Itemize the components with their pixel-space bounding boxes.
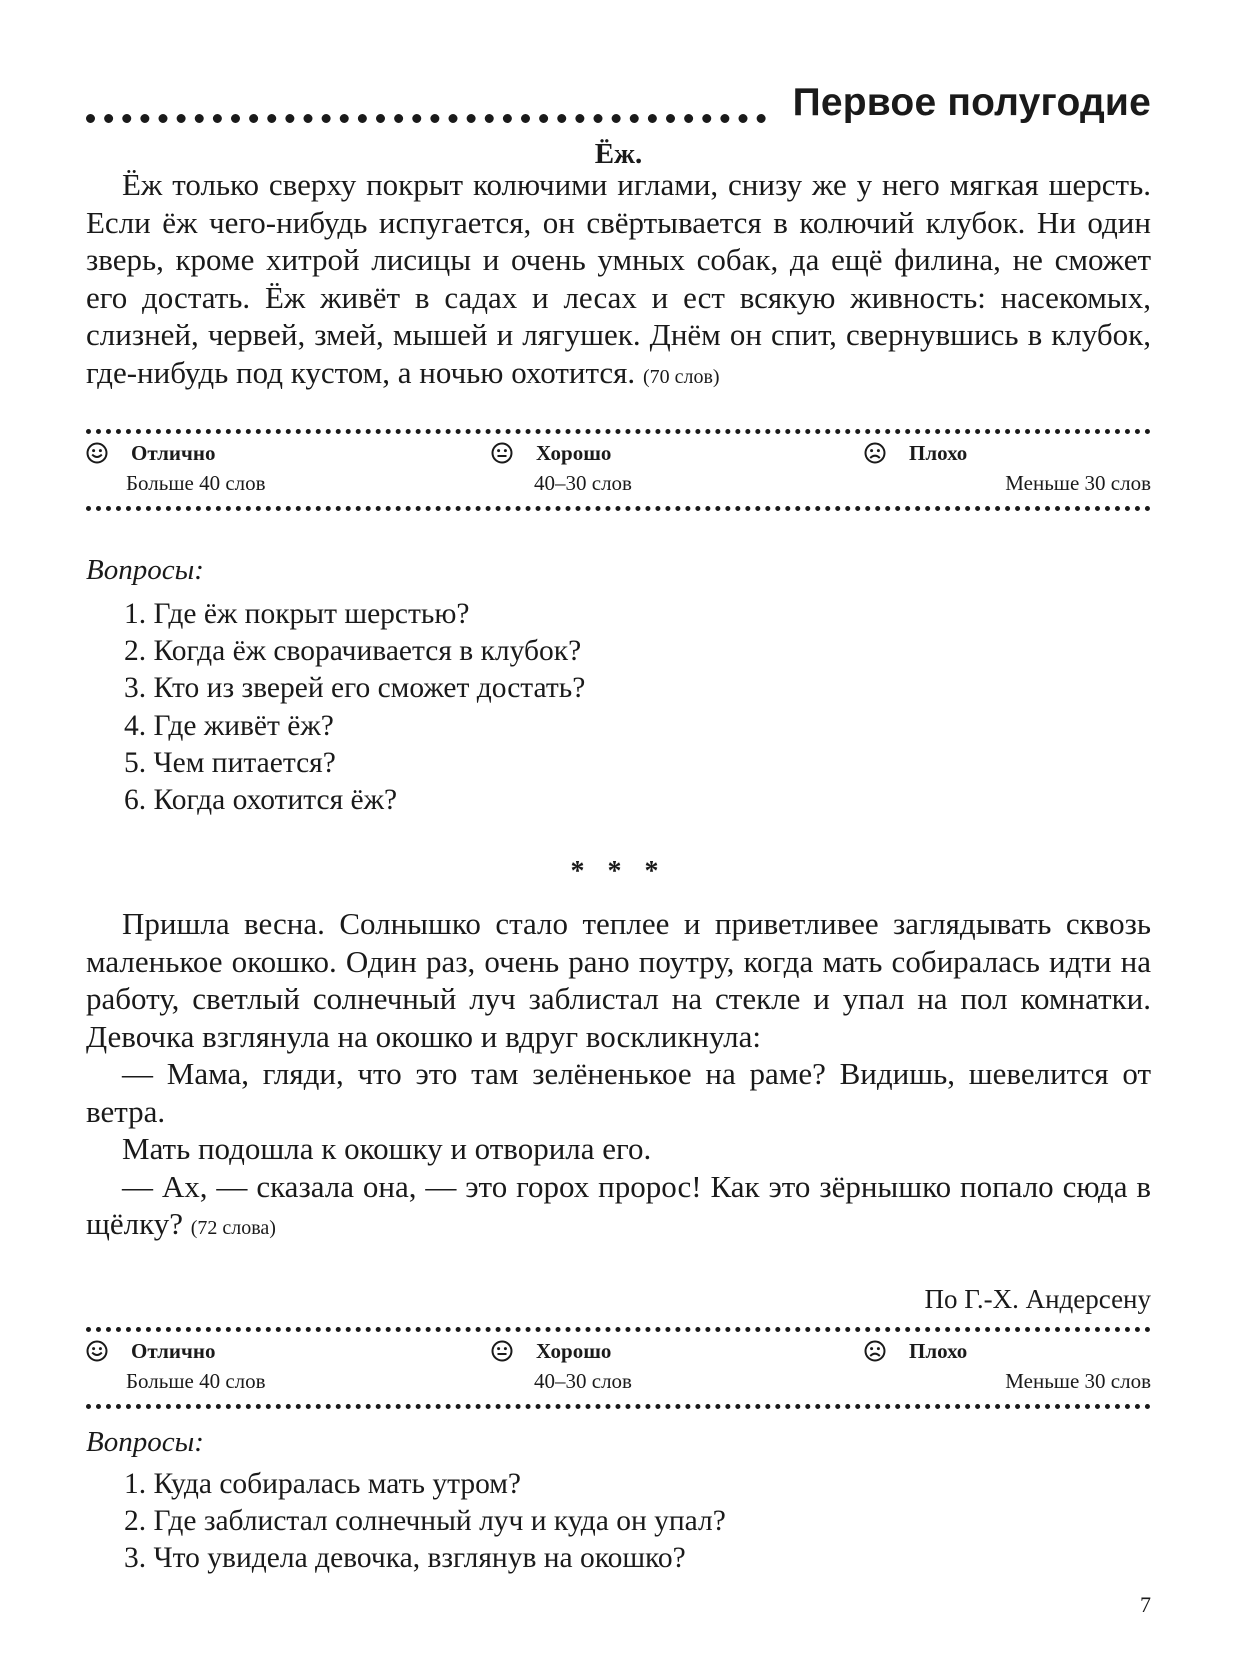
grade-excellent-range: Больше 40 слов (126, 1369, 266, 1393)
text1-word-count: (70 слов) (642, 365, 720, 388)
grade-good-label: Хорошо (536, 1339, 612, 1363)
grade-bad (864, 442, 1151, 502)
grade-good-range: 40–30 слов (534, 471, 632, 495)
page-number: 7 (1140, 1592, 1151, 1617)
grading1-top-divider (86, 429, 1151, 434)
grade-good-range: 40–30 слов (534, 1369, 632, 1393)
text2-word-count: (72 слова) (190, 1217, 276, 1239)
grading2-row (86, 1340, 1151, 1400)
smile-neutral-icon (491, 442, 513, 464)
question-item: 2. Где заблистал солнечный луч и куда он упал? (124, 1505, 726, 1538)
question-item: 3. Что увидела девочка, взглянув на окошко? (124, 1542, 686, 1575)
questions2-heading: Вопросы: (86, 1426, 204, 1458)
questions1-list (124, 596, 585, 819)
smile-sad-icon (864, 442, 886, 464)
section-title: Первое полугодие (792, 81, 1151, 124)
grading1-bottom-divider (86, 506, 1151, 511)
text-title: Ёж. (594, 138, 643, 170)
grade-good-label: Хорошо (536, 441, 612, 465)
grade-excellent-range: Больше 40 слов (126, 471, 266, 495)
section-header (86, 78, 1151, 128)
questions2-list (124, 1466, 726, 1578)
header-dotted-leader (86, 114, 766, 123)
grade-excellent-label: Отлично (131, 1339, 216, 1363)
text2-paragraph-2: — Мама, гляди, что это там зелёненькое на раме? Видишь, шевелится от ветра. (86, 1056, 1151, 1129)
smile-happy-icon (86, 442, 108, 464)
grade-bad (864, 1340, 1151, 1400)
grading2-bottom-divider (86, 1404, 1151, 1409)
grade-good (491, 442, 791, 502)
smile-sad-icon (864, 1340, 886, 1362)
text2-paragraphs (86, 905, 1151, 1248)
text2-paragraph-3: Мать подошла к окошку и отворила его. (122, 1131, 652, 1166)
text2-paragraph-4: — Ах, — сказала она, — это горох пророс! Как это зёрнышко попало сюда в щёлку? (86, 1168, 1151, 1241)
question-item: 1. Где ёж покрыт шерстью? (124, 598, 470, 630)
section-separator: * * * (570, 856, 667, 887)
grade-bad-range: Меньше 30 слов (1005, 471, 1151, 495)
grade-bad-range: Меньше 30 слов (1005, 1369, 1151, 1393)
grading1-row (86, 442, 1151, 502)
smile-happy-icon (86, 1340, 108, 1362)
grade-excellent (86, 1340, 386, 1400)
question-item: 1. Куда собиралась мать утром? (124, 1468, 522, 1500)
text1-body: Ёж только сверху покрыт колючими иглами, снизу же у него мягкая шерсть. Если ёж чего-нибудь испугается, он свёртывается в колючий клубок. Ни один зверь, кроме хитрой лисицы и очень умных собак, да ещё филина, не сможет его достать. Ёж живёт в садах и лесах и ест всякую живность: насекомых, слизней, червей, змей, мышей и лягушек. Днём он спит, свернувшись в клубок, где-нибудь под кустом, а ночью охотится. (86, 167, 1151, 390)
questions1-heading: Вопросы: (86, 554, 204, 586)
grade-excellent (86, 442, 386, 502)
text2-author: По Г.-Х. Андерсену (924, 1284, 1151, 1314)
smile-neutral-icon (491, 1340, 513, 1362)
grading2-top-divider (86, 1327, 1151, 1332)
question-item: 2. Когда ёж сворачивается в клубок? (124, 635, 582, 668)
grade-bad-label: Плохо (909, 1339, 968, 1363)
question-item: 4. Где живёт ёж? (124, 709, 334, 742)
grade-good (491, 1340, 791, 1400)
grade-bad-label: Плохо (909, 441, 968, 465)
grade-excellent-label: Отлично (131, 441, 216, 465)
question-item: 3. Кто из зверей его сможет достать? (124, 672, 586, 705)
text1-paragraph (86, 166, 1151, 396)
question-item: 5. Чем питается? (124, 746, 336, 779)
text2-paragraph-1: Пришла весна. Солнышко стало теплее и приветливее заглядывать сквозь маленькое окошко. Один раз, очень рано поутру, когда мать собиралась идти на работу, светлый солнечный луч заблистал на стекле и упал на пол комнатки. Девочка взглянула на окошко и вдруг воскликнула: (86, 906, 1151, 1054)
question-item: 6. Когда охотится ёж? (124, 784, 398, 817)
